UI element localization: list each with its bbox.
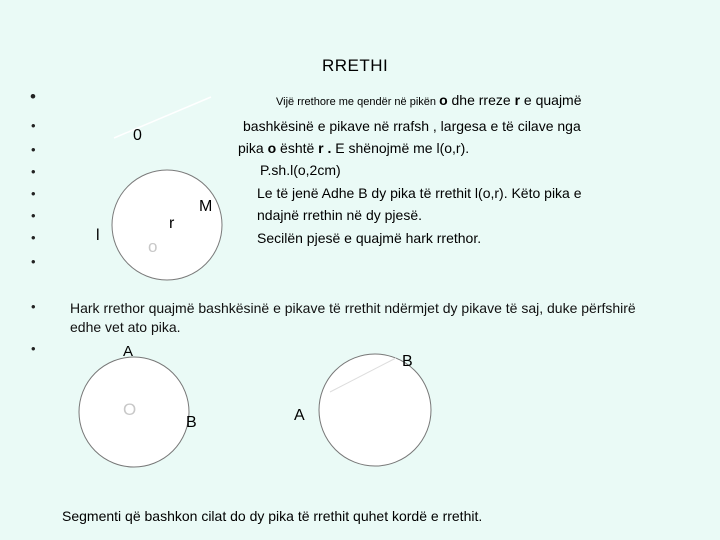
bullet: • (31, 208, 36, 223)
label-zero: 0 (133, 127, 142, 144)
definition-line-1: Vijë rrethore me qendër në pikën o dhe rreze r e quajmë (276, 92, 582, 108)
label-a-right: A (294, 407, 305, 424)
label-a-left: A (123, 343, 134, 360)
bullet: • (31, 230, 36, 245)
bullet: • (31, 299, 36, 314)
bullet: • (30, 87, 36, 106)
page-title: RRETHI (322, 56, 389, 75)
bullet: • (31, 164, 36, 179)
label-b-right: B (402, 353, 413, 370)
definition-line-3: pika o është r . E shënojmë me l(o,r). (238, 140, 470, 156)
definition-line-7: Secilën pjesë e quajmë hark rrethor. (257, 230, 482, 246)
bullet: • (31, 341, 36, 356)
circle-l (112, 170, 222, 280)
definition-line-4: P.sh.l(o,2cm) (260, 162, 341, 178)
bullet: • (31, 254, 36, 269)
definition-line-2: bashkësinë e pikave në rrafsh , largesa e të cilave nga (243, 118, 581, 134)
label-l: l (96, 227, 100, 244)
label-r: r (169, 215, 175, 232)
definition-line-5: Le të jenë Adhe B dy pika të rrethit l(o,r). Këto pika e (257, 185, 582, 201)
circle-right (319, 354, 431, 466)
label-o-center: o (148, 237, 158, 256)
arc-paragraph: Hark rrethor quajmë bashkësinë e pikave të rrethit ndërmjet dy pikave të saj, duke përfshirë edhe vet ato pika. (70, 300, 636, 335)
bullet: • (31, 186, 36, 201)
label-o-left: O (123, 400, 137, 419)
label-b-left: B (186, 414, 197, 431)
definition-line-6: ndajnë rrethin në dy pjesë. (257, 207, 422, 223)
bullet: • (31, 118, 36, 133)
chord-caption: Segmenti që bashkon cilat do dy pika të rrethit quhet kordë e rrethit. (62, 508, 483, 524)
decor-line (114, 97, 211, 138)
label-m: M (199, 198, 213, 215)
bullet: • (31, 142, 36, 157)
